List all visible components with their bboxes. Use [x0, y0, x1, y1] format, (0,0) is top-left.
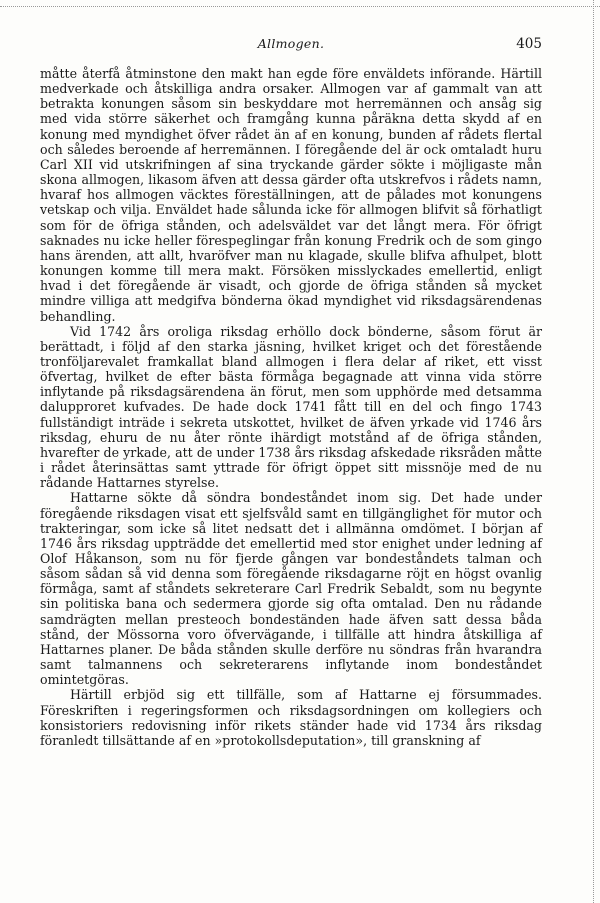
page-top-edge	[0, 0, 600, 7]
page-right-edge	[593, 0, 600, 903]
paragraph-3: Hattarne sökte då söndra bondeståndet inom sig. Det hade under föregående riksdagen visat ett sjelfsvåld samt en tillgänglighet för mutor och trakteringar, som icke så litet nedsatt det i allmänna omdömet. I början af 1746 års riksdag uppträdde det emellertid med stor enighet under ledning af Olof Håkanson, som nu för fjerde gången var bondeståndets talman och såsom sådan så vid denna som föregående riksdagarne röjt en högst ovanlig förmåga, samt af ståndets sekreterare Carl Fredrik Sebaldt, som nu begynte sin politiska bana och sedermera gjorde sig ofta omtalad. Den nu rådande samdrägten mellan presteoch bondeständen hade äfven satt dessa båda stånd, der Mössorna voro öfvervägande, i tillfälle att hindra åtskilliga af Hattarnes planer. De båda stånden skulle derföre nu söndras från hvarandra samt talmannens och sekreterarens inflytande inom bondeståndet omintetgöras.	[40, 490, 542, 688]
paragraph-2: Vid 1742 års oroliga riksdag erhöllo dock bönderne, såsom förut är berättadt, i följd af den starka jäsning, hvilket kriget och det förestående tronföljarevalet framkallat bland allmogen i flera delar af riket, ett visst öfvertag, hvilket de efter bästa förmåga begagnade att vinna vida större inflytande på riksdagsärendena än förut, men som upphörde med detsamma dalupproret kufvades. De hade dock 1741 fått till en del och fingo 1743 fullständigt inträde i sekreta utskottet, hvilket de äfven yrkade vid 1746 års riksdag, ehuru de nu åter rönte ihärdigt motstånd af de öfriga stånden, hvarefter de yrkade, att de under 1738 års riksdag afskedade riksråden måtte i rådet återinsättas samt yttrade för öfrigt öppet sitt missnöje med de nu rådande Hattarnes styrelse.	[40, 323, 542, 491]
body-text	[40, 66, 542, 748]
running-head	[40, 36, 542, 54]
running-title: Allmogen.	[257, 36, 325, 51]
paragraph-1: måtte återfå åtminstone den makt han egde före enväldets införande. Härtill medverkade och åtskilliga andra orsaker. Allmogen var af gammalt van att betrakta konungen såsom sin beskyddare mot herremännen och ansåg sig med vida större säkerhet och framgång kunna påräkna detta skydd af en konung med myndighet öfver rådet än af en konung, bunden af rådets flertal och således beroende af herremännen. I föregående del är ock omtaladt huru Carl XII vid utskrifningen af sina tryckande gärder sökte i möjligaste mån skona allmogen, likasom äfven att dessa gärder ofta utskrefvos i rådets namn, hvaraf hos allmogen väcktes föreställningen, att de pålades mot konungens vetskap och vilja. Enväldet hade sålunda icke för allmogen blifvit så förhatligt som för de öfriga stånden, och adelsväldet var det långt mera. För öfrigt saknades nu icke heller förespeglingar från konung Fredrik och de som gingo hans ärenden, att allt, hvaröfver man nu klagade, skulle blifva afhulpet, blott konungen komme till mera makt. Försöken misslyckades emellertid, enligt hvad i det föregående är visadt, och gjorde de öfriga stånden så mycket mindre villiga att medgifva bönderna ökad myndighet vid riksdagsärendenas behandling.	[40, 66, 542, 324]
page-number: 405	[516, 36, 542, 52]
paragraph-4: Härtill erbjöd sig ett tillfälle, som af Hattarne ej försummades. Föreskriften i regeringsformen och riksdagsordningen om kollegiers och konsistoriers redovisning inför rikets ständer hade vid 1734 års riksdag föranledt tillsättande af en »protokollsdeputation», till granskning af	[40, 687, 542, 748]
